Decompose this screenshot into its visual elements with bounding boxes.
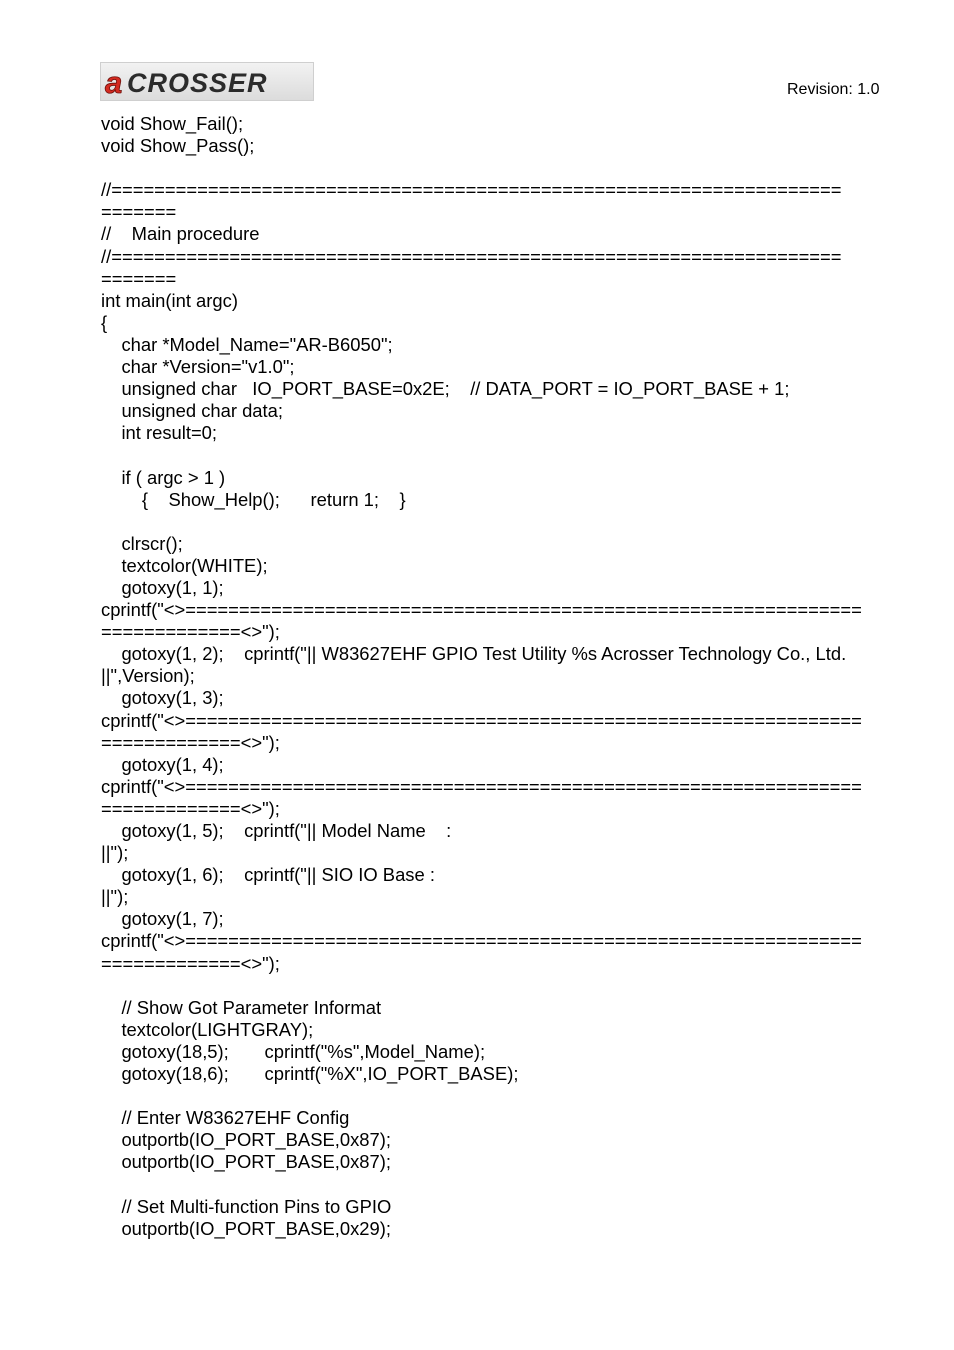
code-line: cprintf("<>===============================================================	[101, 599, 862, 621]
code-line: =============<>");	[101, 731, 280, 753]
code-line: gotoxy(1, 6); cprintf("|| SIO IO Base :	[101, 864, 435, 886]
code-line: int result=0;	[101, 422, 218, 444]
code-line: char *Model_Name="AR-B6050";	[101, 333, 393, 355]
code-line: gotoxy(1, 2); cprintf("|| W83627EHF GPIO Test Utility %s Acrosser Technology Co., Ltd.	[101, 643, 847, 665]
code-line: =============<>");	[101, 621, 280, 643]
source-code-block	[101, 113, 881, 1240]
code-line: unsigned char data;	[101, 400, 283, 422]
code-line: =======	[101, 201, 177, 223]
code-line: gotoxy(1, 7);	[101, 908, 224, 930]
code-line: // Show Got Parameter Informat	[101, 996, 382, 1018]
code-line: ||",Version);	[101, 665, 195, 687]
code-line: int main(int argc)	[101, 289, 238, 311]
code-line: gotoxy(1, 4);	[101, 753, 224, 775]
code-line: //====================================================================	[101, 245, 842, 267]
code-line: gotoxy(1, 1);	[101, 576, 224, 598]
code-line: textcolor(WHITE);	[101, 554, 268, 576]
code-line	[101, 975, 881, 997]
code-line: gotoxy(18,5); cprintf("%s",Model_Name);	[101, 1040, 486, 1062]
code-line: =============<>");	[101, 952, 280, 974]
code-line: outportb(IO_PORT_BASE,0x87);	[101, 1151, 391, 1173]
code-line: clrscr();	[101, 532, 183, 554]
code-line	[101, 444, 881, 466]
code-line: char *Version="v1.0";	[101, 356, 295, 378]
acrosser-logo-graphic	[101, 63, 313, 100]
code-line: //====================================================================	[101, 179, 842, 201]
code-line: // Enter W83627EHF Config	[101, 1107, 350, 1129]
code-line: cprintf("<>===============================================================	[101, 775, 862, 797]
code-line	[101, 157, 881, 179]
code-line: {	[101, 311, 108, 333]
code-line: cprintf("<>===============================================================	[101, 709, 862, 731]
code-line: outportb(IO_PORT_BASE,0x29);	[101, 1217, 391, 1239]
code-line: textcolor(LIGHTGRAY);	[101, 1018, 314, 1040]
code-line	[101, 1085, 881, 1107]
code-line	[101, 511, 881, 533]
svg-text:a: a	[105, 65, 123, 100]
code-line: gotoxy(18,6); cprintf("%X",IO_PORT_BASE);	[101, 1063, 519, 1085]
code-line: ||");	[101, 886, 129, 908]
code-line: void Show_Fail();	[101, 113, 244, 134]
code-line: void Show_Pass();	[101, 135, 255, 157]
code-line: // Set Multi-function Pins to GPIO	[101, 1195, 392, 1217]
code-line	[101, 1174, 881, 1196]
revision-label: Revision: 1.0	[787, 81, 880, 98]
code-line: =======	[101, 267, 177, 289]
svg-text:CROSSER: CROSSER	[127, 68, 268, 98]
code-line: if ( argc > 1 )	[101, 466, 226, 488]
code-line: cprintf("<>===============================================================	[101, 930, 862, 952]
code-line: gotoxy(1, 3);	[101, 687, 224, 709]
code-line: =============<>");	[101, 797, 280, 819]
code-line: { Show_Help(); return 1; }	[101, 488, 406, 510]
code-line: // Main procedure	[101, 223, 260, 245]
code-line: gotoxy(1, 5); cprintf("|| Model Name :	[101, 820, 452, 841]
code-line: ||");	[101, 842, 129, 864]
acrosser-logo	[100, 62, 314, 101]
code-line: unsigned char IO_PORT_BASE=0x2E; // DATA_PORT = IO_PORT_BASE + 1;	[101, 378, 790, 400]
code-line: outportb(IO_PORT_BASE,0x87);	[101, 1129, 391, 1151]
